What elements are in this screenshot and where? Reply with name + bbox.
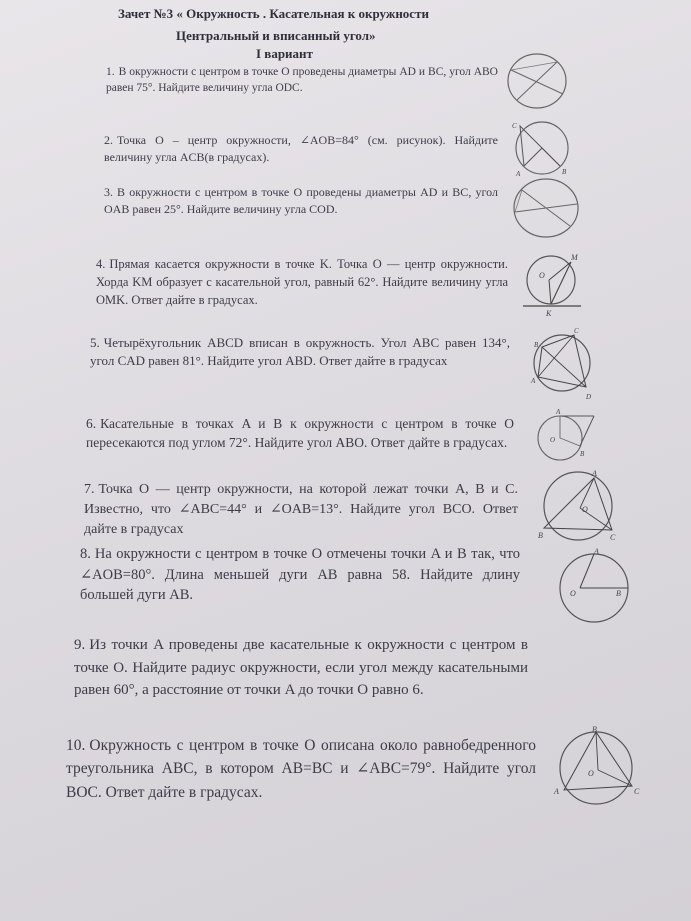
- task-text: Касательные в точках A и B к окружности с центром в точке O пересекаются под углом 72°. Найдите угол ABO. Ответ дайте в градусах.: [86, 416, 514, 451]
- circle: [560, 732, 632, 804]
- radii: [560, 416, 580, 446]
- figure-task-5: [528, 325, 600, 403]
- segment-ob: [596, 732, 598, 770]
- point-label: C: [574, 327, 579, 335]
- task-text: Точка O – центр окружности, ∠AOB=84° (см. рисунок). Найдите величину угла ACB(в градусах).: [104, 133, 498, 165]
- task-1: [106, 64, 498, 97]
- point-label: O: [588, 769, 594, 778]
- point-label: A: [516, 170, 521, 178]
- segment-oa: [580, 478, 594, 508]
- quadrilateral-abcd: [538, 335, 586, 387]
- task-10: [66, 734, 536, 804]
- point-label: O: [539, 271, 545, 280]
- point-label: C: [610, 533, 616, 542]
- point-label: B: [616, 589, 621, 598]
- task-text: Окружность с центром в точке O описана около равнобедренного треугольника ABC, в котором AB=BC и ∠ABC=79°. Найдите угол BOC. Ответ дайте в градусах.: [66, 737, 536, 801]
- title-line-2: Центральный и вписанный угол»: [176, 28, 376, 43]
- figure-task-4: [515, 250, 585, 318]
- task-6: [86, 414, 514, 452]
- task-5: [90, 334, 510, 371]
- figure-task-8: [556, 546, 632, 630]
- figure-task-6: [530, 404, 602, 466]
- point-label: C: [512, 122, 517, 130]
- diameter: [522, 190, 570, 226]
- task-4: [96, 256, 508, 309]
- point-label: A: [592, 469, 597, 478]
- central-angle: [524, 148, 560, 166]
- point-label: A: [554, 787, 559, 796]
- point-label: O: [582, 505, 588, 514]
- radius-ok: [549, 280, 551, 304]
- figure-task-10: [552, 724, 646, 808]
- task-9: [74, 634, 528, 702]
- diameter: [511, 70, 563, 94]
- task-text: В окружности с центром в точке O проведены диаметры AD и BC, угол ABO равен 75°. Найдите величину угла ODC.: [106, 66, 498, 95]
- point-label: O: [570, 589, 576, 598]
- point-label: A: [556, 408, 561, 416]
- radius-om: [549, 262, 571, 280]
- point-label: B: [562, 168, 567, 176]
- task-text: На окружности с центром в точке O отмечены точки A и B так, что ∠AOB=80°. Длина меньшей дуги AB равна 58. Найдите длину большей дуги AB.: [80, 546, 520, 604]
- tangent-b: [580, 416, 594, 446]
- task-text: Из точки A проведены две касательные к окружности с центром в точке O. Найдите радиус окружности, если угол между касательными равен 60°, а расстояние от точки A до точки O равно 6.: [74, 637, 528, 698]
- figure-task-1: [503, 50, 571, 112]
- task-text: В окружности с центром в точке O проведены диаметры AD и BC, угол OAB равен 25°. Найдите величину угла COD.: [104, 185, 498, 217]
- point-label: B: [534, 341, 539, 349]
- point-label: B: [592, 725, 597, 734]
- point-label: B: [580, 450, 585, 458]
- task-number: 3.: [104, 185, 113, 199]
- diagonal: [542, 347, 586, 387]
- point-label: B: [538, 531, 543, 540]
- title-line-1: Зачет №3 « Окружность . Касательная к окружности: [118, 6, 429, 21]
- point-label: K: [546, 309, 552, 318]
- task-8: [80, 544, 520, 606]
- task-number: 7.: [84, 482, 95, 497]
- task-number: 5.: [90, 335, 100, 350]
- circle: [527, 256, 575, 304]
- figure-task-2: [510, 118, 574, 178]
- point-label: A: [531, 377, 536, 385]
- task-text: Точка O — центр окружности, на которой лежат точки A, B и C. Известно, что ∠ABC=44° и ∠OAB=13°. Найдите угол BCO. Ответ дайте в градусах: [84, 482, 518, 537]
- point-label: M: [571, 253, 578, 262]
- point-label: A: [594, 547, 599, 556]
- task-number: 6.: [86, 416, 97, 431]
- point-label: O: [550, 436, 556, 444]
- task-text: Прямая касается окружности в точке K. Точка O — центр окружности. Хорда KM образует с касательной угол, равный 62°. Найдите величину угла OMK. Ответ дайте в градусах.: [96, 257, 508, 307]
- figure-task-7: [536, 468, 620, 544]
- task-text: Четырёхугольник ABCD вписан в окружность. Угол ABC равен 134°, угол CAD равен 81°. Найдите угол ABD. Ответ дайте в градусах: [90, 335, 510, 369]
- task-number: 9.: [74, 637, 86, 653]
- triangle-abc: [544, 478, 612, 530]
- point-label: D: [586, 393, 592, 401]
- point-label: C: [634, 787, 640, 796]
- task-3: [104, 184, 498, 218]
- task-2: [104, 132, 498, 166]
- task-number: 2.: [104, 133, 113, 147]
- radius-oa: [580, 554, 594, 588]
- figure-task-3: [510, 176, 584, 240]
- task-number: 8.: [80, 546, 91, 562]
- task-number: 10.: [66, 737, 86, 754]
- task-7: [84, 480, 518, 540]
- task-number: 1.: [106, 66, 115, 78]
- variant-label: I вариант: [256, 46, 313, 61]
- task-number: 4.: [96, 257, 106, 271]
